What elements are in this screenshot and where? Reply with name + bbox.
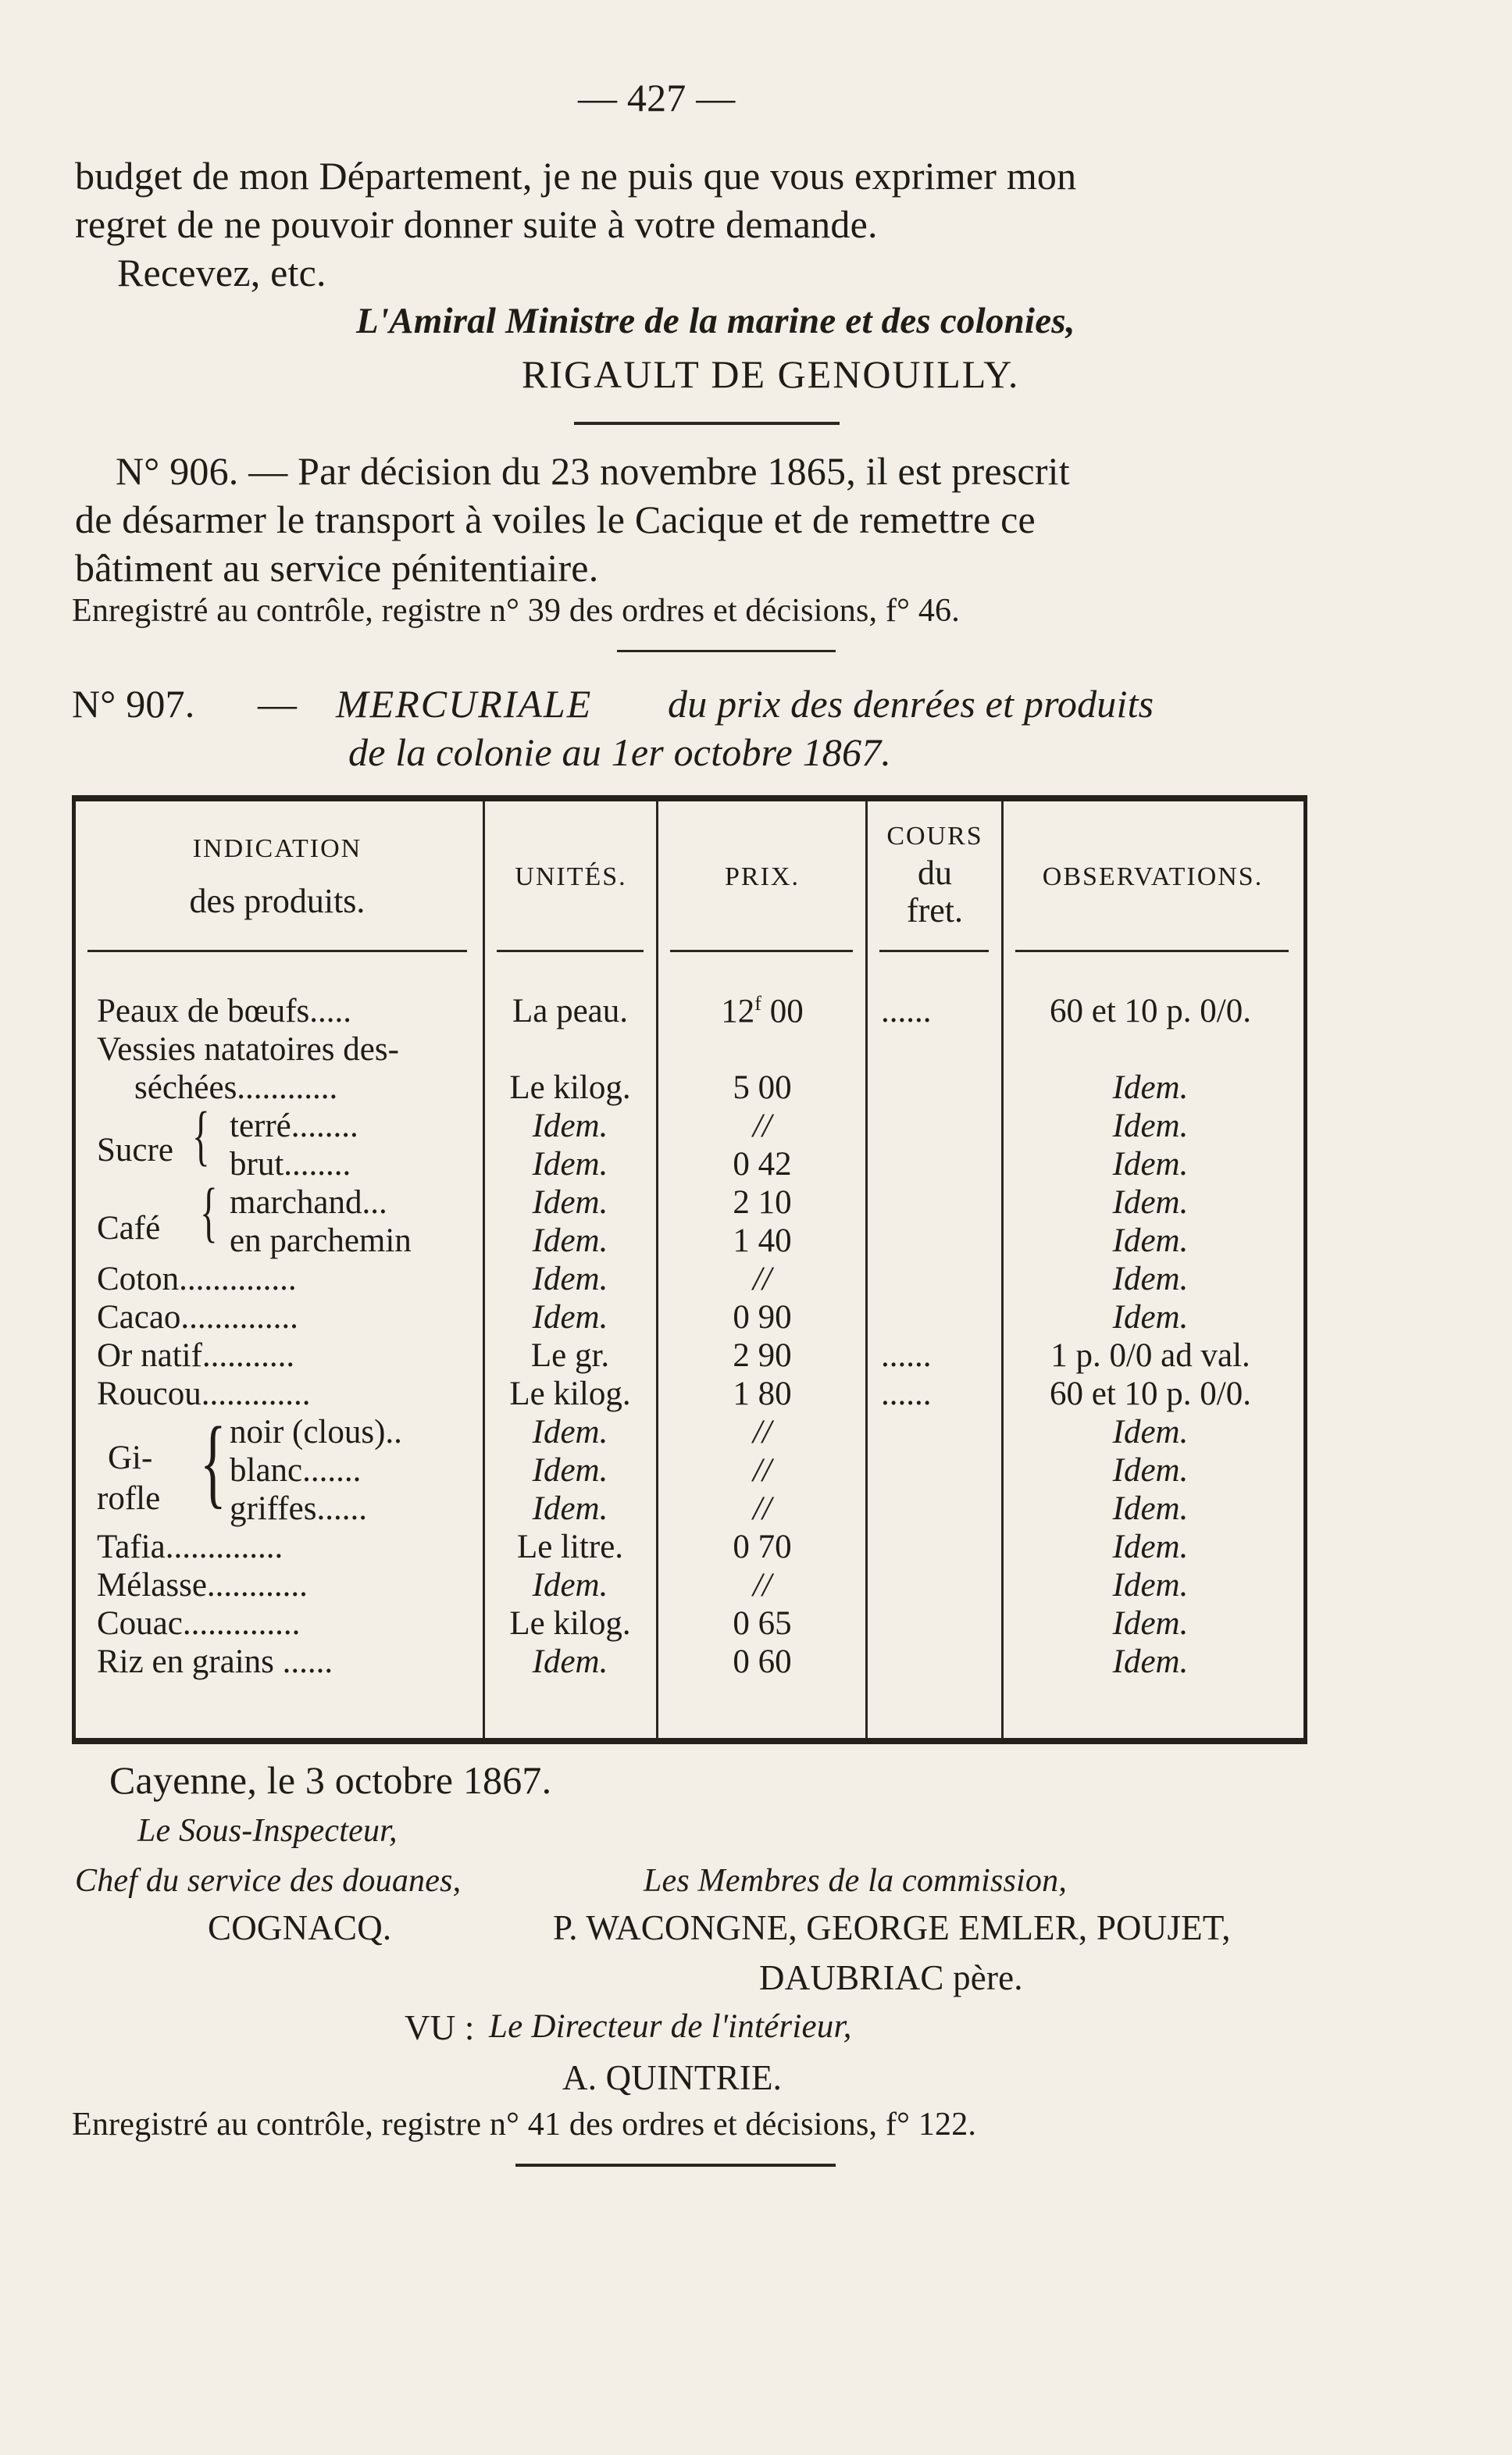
price-cell: 0 42	[733, 1146, 792, 1183]
price-cell: 0 60	[733, 1643, 792, 1680]
vu-name: A. QUINTRIE.	[562, 2058, 783, 2097]
product-cell: en parchemin	[230, 1222, 412, 1259]
commission-names-1: P. WACONGNE, GEORGE EMLER, POUJET,	[553, 1908, 1231, 1947]
unit-cell: Le kilog.	[509, 1376, 631, 1412]
header-cours: COURS	[886, 822, 983, 851]
product-cell: Couac..............	[97, 1605, 301, 1642]
section-divider	[574, 422, 840, 425]
decision-907-title-line-2: de la colonie au 1er octobre 1867.	[348, 730, 892, 774]
product-cell: terré........	[230, 1108, 358, 1144]
decision-906-line-2: de désarmer le transport à voiles le Cacique et de remettre ce	[75, 498, 1036, 541]
observation-cell: Idem.	[1112, 1108, 1189, 1144]
commission-label: Les Membres de la commission,	[644, 1863, 1068, 1899]
price-cell: 1 40	[733, 1222, 792, 1259]
unit-cell: Idem.	[532, 1184, 608, 1221]
product-cell: griffes......	[230, 1490, 367, 1527]
header-prix: PRIX.	[725, 862, 800, 891]
observation-cell: Idem.	[1112, 1605, 1189, 1642]
price-cell: 2 90	[733, 1337, 792, 1374]
signature-name: RIGAULT DE GENOUILLY.	[522, 352, 1020, 396]
decision-906-line-1: N° 906. — Par décision du 23 novembre 1865, il est prescrit	[116, 449, 1070, 493]
group-sucre: Sucre	[97, 1132, 173, 1169]
observation-cell: Idem.	[1112, 1567, 1189, 1604]
unit-cell: Idem.	[532, 1222, 608, 1259]
section-divider-2	[617, 650, 836, 652]
observation-cell: Idem.	[1112, 1452, 1189, 1489]
price-cell: //	[753, 1108, 772, 1144]
observation-cell: Idem.	[1112, 1414, 1189, 1451]
price-cell: 0 65	[733, 1605, 792, 1642]
unit-cell: Idem.	[532, 1146, 608, 1183]
unit-cell: Le gr.	[530, 1337, 610, 1374]
observation-cell: Idem.	[1112, 1490, 1189, 1527]
observation-cell: 1 p. 0/0 ad val.	[1050, 1337, 1250, 1374]
group-girofle-1: Gi-	[108, 1440, 153, 1476]
commission-names-2: DAUBRIAC père.	[759, 1958, 1023, 1997]
product-cell: séchées............	[134, 1069, 338, 1106]
brace-cafe: {	[200, 1174, 218, 1249]
intro-line-3: Recevez, etc.	[117, 251, 326, 294]
product-cell: Tafia..............	[97, 1529, 284, 1565]
price-cell: 1 80	[733, 1376, 792, 1412]
observation-cell: Idem.	[1112, 1069, 1189, 1106]
price-cell: //	[753, 1414, 772, 1451]
col-sep-3	[865, 801, 868, 1739]
unit-cell: Le kilog.	[509, 1605, 631, 1642]
product-cell: marchand...	[230, 1184, 387, 1221]
observation-cell: Idem.	[1112, 1529, 1189, 1565]
decision-906-registration: Enregistré au contrôle, registre n° 39 des ordres et décisions, f° 46.	[72, 593, 960, 629]
product-cell: Vessies natatoires des-	[97, 1031, 399, 1068]
product-cell: Or natif...........	[97, 1337, 295, 1374]
intro-line-1: budget de mon Département, je ne puis que vous exprimer mon	[75, 154, 1077, 198]
unit-cell: Le litre.	[516, 1529, 624, 1565]
header-cours-fret: fret.	[906, 891, 964, 930]
product-cell: Riz en grains ......	[97, 1643, 333, 1680]
decision-907-title-b: du prix des denrées et produits	[668, 682, 1154, 726]
group-cafe: Café	[97, 1210, 161, 1247]
header-unites: UNITÉS.	[515, 862, 627, 891]
header-indication-sub: des produits.	[189, 882, 366, 920]
decision-906-line-3: bâtiment au service pénitentiaire.	[75, 546, 599, 590]
page-number: — 427 —	[578, 76, 736, 120]
observation-cell: 60 et 10 p. 0/0.	[1050, 1376, 1251, 1412]
brace-girofle: {	[200, 1407, 226, 1518]
bottom-divider	[515, 2164, 836, 2167]
header-underline-5	[1015, 950, 1289, 952]
fret-cell: ......	[881, 993, 932, 1029]
price-cell: 2 10	[733, 1184, 792, 1221]
product-cell: blanc.......	[230, 1452, 362, 1489]
vu-label: VU :	[405, 2008, 475, 2047]
product-cell: Peaux de bœufs.....	[97, 993, 352, 1029]
price-cell: //	[753, 1490, 772, 1527]
unit-cell: Idem.	[532, 1299, 608, 1336]
fret-cell: ......	[881, 1337, 932, 1374]
header-observations: OBSERVATIONS.	[1042, 862, 1264, 891]
header-indication: INDICATION	[192, 834, 362, 863]
observation-cell: 60 et 10 p. 0/0.	[1050, 993, 1251, 1029]
unit-cell: Le kilog.	[509, 1069, 631, 1106]
price-cell: 12$^f$ 00	[721, 992, 804, 1030]
observation-cell: Idem.	[1112, 1184, 1189, 1221]
product-cell: Roucou.............	[97, 1376, 311, 1412]
unit-cell: La peau.	[512, 993, 629, 1029]
fret-cell: ......	[881, 1376, 932, 1412]
brace-sucre: {	[192, 1097, 210, 1172]
unit-cell: Idem.	[532, 1567, 608, 1604]
observation-cell: Idem.	[1112, 1299, 1189, 1336]
price-cell: 0 70	[733, 1529, 792, 1565]
price-cell: 0 90	[733, 1299, 792, 1336]
closing-role-1: Le Sous-Inspecteur,	[137, 1813, 398, 1849]
unit-cell: Idem.	[532, 1108, 608, 1144]
unit-cell: Idem.	[532, 1490, 608, 1527]
unit-cell: Idem.	[532, 1414, 608, 1451]
decision-907-dash: —	[258, 682, 298, 726]
product-cell: Mélasse............	[97, 1567, 308, 1604]
group-girofle-2: rofle	[97, 1480, 161, 1517]
observation-cell: Idem.	[1112, 1222, 1189, 1259]
product-cell: Coton..............	[97, 1261, 297, 1297]
price-cell: //	[753, 1261, 772, 1297]
header-underline-4	[879, 950, 989, 952]
closing-registration: Enregistré au contrôle, registre n° 41 des ordres et décisions, f° 122.	[72, 2107, 977, 2143]
col-sep-4	[1001, 801, 1004, 1739]
observation-cell: Idem.	[1112, 1146, 1189, 1183]
decision-907-title-a: MERCURIALE	[336, 682, 593, 726]
price-cell: //	[753, 1452, 772, 1489]
place-date: Cayenne, le 3 octobre 1867.	[109, 1758, 552, 1802]
unit-cell: Idem.	[532, 1452, 608, 1489]
closing-name-1: COGNACQ.	[208, 1908, 392, 1947]
unit-cell: Idem.	[532, 1643, 608, 1680]
intro-line-2: regret de ne pouvoir donner suite à votre demande.	[75, 202, 878, 246]
observation-cell: Idem.	[1112, 1643, 1189, 1680]
product-cell: Cacao..............	[97, 1299, 298, 1336]
product-cell: brut........	[230, 1146, 351, 1183]
price-cell: //	[753, 1567, 772, 1604]
observation-cell: Idem.	[1112, 1261, 1189, 1297]
header-underline-2	[497, 950, 644, 952]
header-underline-3	[670, 950, 853, 952]
price-cell: 5 00	[733, 1069, 792, 1106]
col-sep-2	[656, 801, 658, 1739]
header-underline-1	[87, 950, 467, 952]
vu-role: Le Directeur de l'intérieur,	[489, 2008, 852, 2045]
header-cours-du: du	[918, 854, 952, 892]
unit-cell: Idem.	[532, 1261, 608, 1297]
signature-role: L'Amiral Ministre de la marine et des colonies,	[356, 301, 1075, 341]
product-cell: noir (clous)..	[230, 1414, 402, 1451]
closing-role-2: Chef du service des douanes,	[75, 1863, 462, 1899]
decision-907-number: N° 907.	[72, 682, 195, 726]
